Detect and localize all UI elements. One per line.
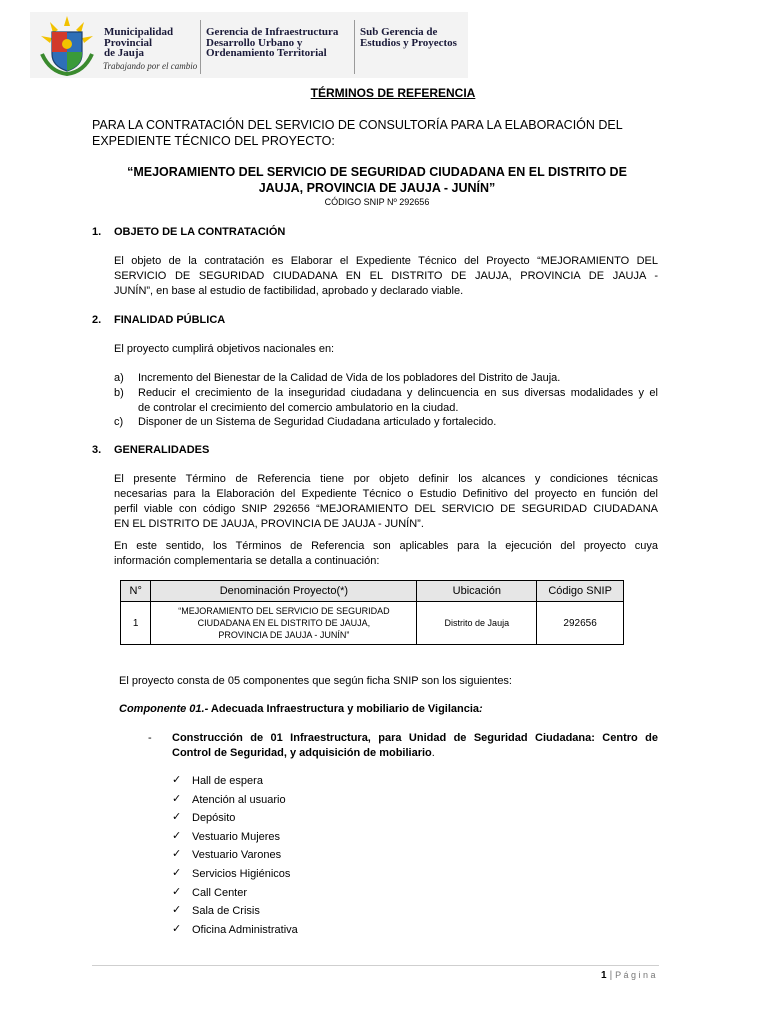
section-3-heading: GENERALIDADES [114, 444, 210, 456]
table-header-cell: N° [121, 581, 151, 602]
municipal-coat-of-arms-logo [36, 14, 98, 76]
paragraph-line: En este sentido, los Términos de Referencia son aplicables para la ejecución del proyecto cuya [114, 540, 658, 552]
cell-line: CIUDADANA EN EL DISTRITO DE JAUJA, [197, 618, 371, 628]
project-name [92, 164, 662, 196]
paragraph-line: necesarias para la Elaboración del Expediente Técnico o Estudio Definitivo del proyecto en función del [114, 488, 658, 500]
footer-divider [92, 965, 659, 966]
section-2-number: 2. [92, 314, 102, 326]
check-icon: ✓ [172, 885, 182, 898]
checklist-item: Vestuario Varones [192, 849, 282, 862]
list-item-line: Reducir el crecimiento de la inseguridad ciudadana y delincuencia en sus diversas modalidades y el [138, 387, 658, 399]
page-label: P á g i n a [615, 970, 656, 980]
org-municipality-line: Provincial [104, 36, 153, 49]
paragraph-line: información complementaria se detalla a continuación: [114, 555, 380, 567]
paragraph-line: JUNÍN”, en base al estudio de factibilidad, aprobado y declarado viable. [114, 285, 464, 297]
org-gerencia-name [206, 27, 338, 59]
snip-code: CÓDIGO SNIP Nº 292656 [324, 197, 430, 207]
section-1-paragraph [114, 254, 658, 299]
org-subgerencia-name [360, 27, 457, 48]
table-header-row [121, 581, 624, 602]
components-intro: El proyecto consta de 05 componentes que según ficha SNIP son los siguientes: [119, 675, 512, 687]
list-item-line: de controlar el crecimiento del comercio ambulatorio en la ciudad. [138, 402, 459, 414]
check-icon: ✓ [172, 904, 182, 917]
section-1-number: 1. [92, 226, 102, 238]
check-icon: ✓ [172, 811, 182, 824]
municipality-tagline: Trabajando por el cambio [103, 61, 198, 71]
table-row [121, 602, 624, 645]
bullet-dash: - [148, 732, 152, 744]
section-2-intro: El proyecto cumplirá objetivos nacionales en: [114, 343, 335, 355]
cell-line: “MEJORAMIENTO DEL SERVICIO DE SEGURIDAD [178, 606, 390, 616]
table-cell-snip: 292656 [537, 602, 624, 645]
check-icon: ✓ [172, 829, 182, 842]
table-cell-number: 1 [121, 602, 151, 645]
component-01-heading [119, 702, 483, 717]
section-2-heading: FINALIDAD PÚBLICA [114, 314, 226, 326]
check-icon: ✓ [172, 867, 182, 879]
checklist-item: Vestuario Mujeres [192, 830, 281, 843]
cell-line: PROVINCIA DE JAUJA - JUNÍN” [218, 630, 350, 640]
section-3-paragraph-2 [114, 539, 658, 569]
section-3-paragraph-1 [114, 472, 658, 532]
project-info-table [120, 580, 624, 645]
org-gerencia-line: Gerencia de Infraestructura [206, 26, 339, 38]
checklist-item: Call Center [192, 886, 248, 899]
header-divider [200, 20, 201, 74]
component-colon: : [479, 703, 483, 715]
section-3-number: 3. [92, 444, 102, 456]
checklist-item: Servicios Higiénicos [192, 868, 291, 880]
subitem-line: Control de Seguridad, y adquisición de mobiliario [172, 747, 432, 759]
paragraph-line: perfil viable con código SNIP 292656 “MEJORAMIENTO DEL SERVICIO DE SEGURIDAD CIUDADANA [114, 503, 658, 515]
org-municipality-line: de Jauja [104, 47, 145, 59]
list-item: Incremento del Bienestar de la Calidad de Vida de los pobladores del Distrito de Jauja. [138, 372, 561, 384]
document-subtitle [92, 117, 662, 149]
list-marker: c) [114, 416, 124, 428]
subitem-end: . [431, 747, 435, 759]
page-number: 1 [601, 970, 607, 981]
org-subgerencia-line: Sub Gerencia de [360, 26, 438, 38]
table-cell-project-name [151, 602, 417, 645]
check-icon: ✓ [172, 922, 182, 935]
org-gerencia-line: Desarrollo Urbano y [206, 36, 303, 49]
checklist-item: Oficina Administrativa [192, 923, 298, 936]
list-item: Disponer de un Sistema de Seguridad Ciudadana articulado y fortalecido. [138, 416, 497, 428]
check-icon: ✓ [172, 848, 182, 861]
header-divider [354, 20, 355, 74]
org-municipality-line: Municipalidad [104, 26, 174, 38]
list-marker: b) [114, 387, 124, 399]
section-1-heading: OBJETO DE LA CONTRATACIÓN [114, 226, 286, 238]
table-header-cell: Denominación Proyecto(*) [151, 581, 417, 602]
check-icon: ✓ [172, 774, 182, 786]
checklist-item: Hall de espera [192, 775, 263, 787]
list-item [138, 386, 658, 416]
list-marker: a) [114, 372, 124, 384]
paragraph-line: El objeto de la contratación es Elaborar el Expediente Técnico del Proyecto “MEJORAMIENTO DEL [114, 255, 658, 267]
component-subitem [172, 731, 658, 761]
component-title: Adecuada Infraestructura y mobiliario de Vigilancia [208, 703, 480, 715]
checklist-item: Atención al usuario [192, 793, 286, 806]
checklist-item: Depósito [192, 812, 236, 825]
project-name-line: “MEJORAMIENTO DEL SERVICIO DE SEGURIDAD CIUDADANA EN EL DISTRITO DE [127, 165, 627, 179]
checklist-item: Sala de Crisis [192, 905, 260, 918]
document-title: TÉRMINOS DE REFERENCIA [310, 86, 476, 100]
paragraph-line: EN EL DISTRITO DE JAUJA, PROVINCIA DE JAUJA - JUNÍN”. [114, 518, 424, 530]
table-header-cell: Ubicación [417, 581, 537, 602]
table-cell-location: Distrito de Jauja [417, 602, 537, 645]
org-municipality-name [104, 27, 173, 59]
subitem-line: Construcción de 01 Infraestructura, para Unidad de Seguridad Ciudadana: Centro de [172, 732, 658, 744]
check-icon: ✓ [172, 792, 182, 805]
org-subgerencia-line: Estudios y Proyectos [360, 36, 457, 49]
org-gerencia-line: Ordenamiento Territorial [206, 47, 327, 59]
subtitle-line: PARA LA CONTRATACIÓN DEL SERVICIO DE CONSULTORÍA PARA LA ELABORACIÓN DEL [92, 118, 623, 132]
subtitle-line: EXPEDIENTE TÉCNICO DEL PROYECTO: [92, 134, 335, 148]
paragraph-line: SERVICIO DE SEGURIDAD CIUDADANA EN EL DISTRITO DE JAUJA, PROVINCIA DE JAUJA - [114, 270, 658, 282]
page-footer: 1 | P á g i n a [601, 970, 656, 981]
paragraph-line: El presente Término de Referencia tiene por objeto definir los alcances y condiciones técnicas [114, 473, 658, 485]
table-header-cell: Código SNIP [537, 581, 624, 602]
component-label: Componente 01.- [119, 703, 209, 715]
project-name-line: JAUJA, PROVINCIA DE JAUJA - JUNÍN” [258, 181, 496, 195]
